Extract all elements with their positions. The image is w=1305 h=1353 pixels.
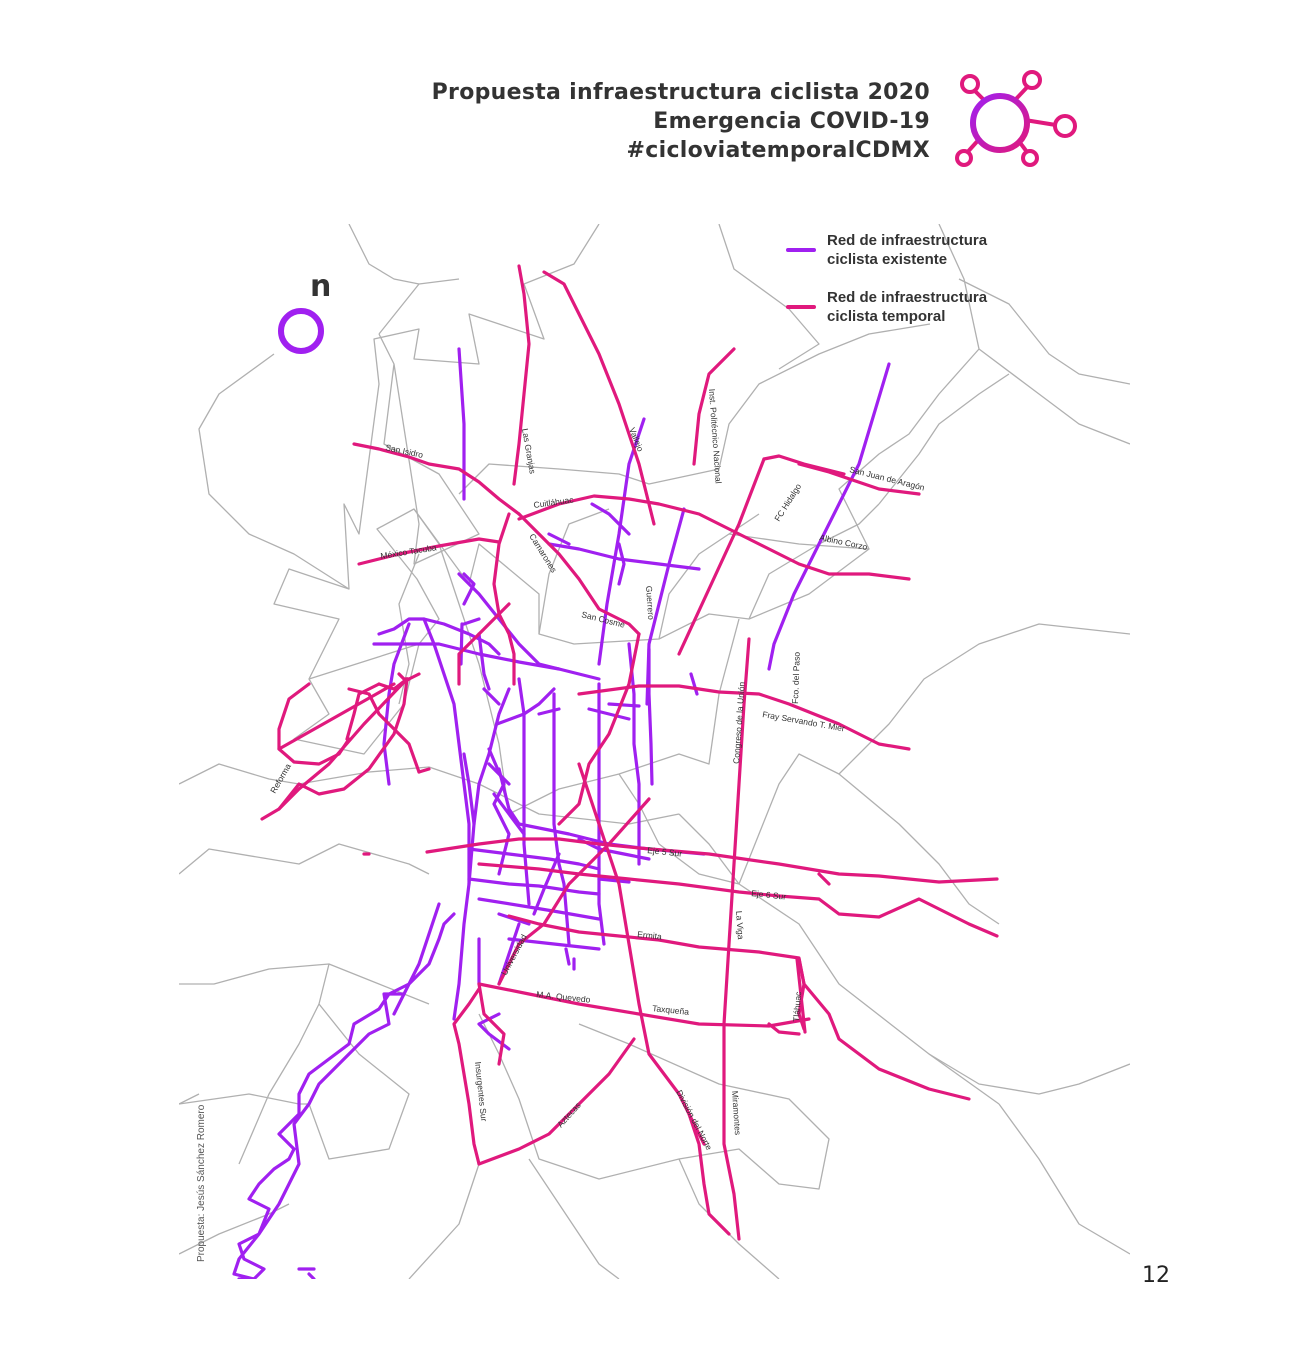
street-label: Eje 5 Sur (646, 845, 683, 859)
street-label: Aztecas (555, 1100, 583, 1130)
north-letter: n (310, 269, 332, 304)
temporary-route (764, 456, 844, 474)
street-label: Fray Servando T. Mier (761, 709, 846, 734)
street-label: San Isidro (384, 442, 425, 460)
existing-route (499, 769, 704, 854)
page-number: 12 (1142, 1263, 1170, 1288)
legend-swatch-temporary (786, 305, 816, 309)
street-label: Eje 6 Sur (750, 888, 787, 902)
street-label: Congreso de la Unión (731, 681, 747, 765)
existing-route (309, 1274, 314, 1279)
temporary-route (427, 839, 997, 882)
temporary-route (544, 272, 654, 524)
existing-route (459, 349, 464, 499)
existing-route (539, 709, 559, 714)
street-label: Tláhuac (791, 991, 804, 1023)
road-network (179, 224, 1130, 1279)
temporary-route (819, 874, 829, 884)
existing-route (549, 534, 569, 544)
street-label: Camarones (527, 531, 560, 575)
temporary-network (262, 266, 997, 1239)
temporary-route (479, 1039, 634, 1164)
street-label: San Cosme (580, 609, 627, 630)
bike-network-map (179, 224, 1130, 1279)
existing-route (589, 709, 629, 719)
street-label: FC Hidalgo (772, 481, 804, 524)
existing-route (469, 879, 599, 894)
street-label: M.A. Quevedo (535, 989, 591, 1005)
street-label: Albino Corzo (818, 532, 869, 553)
street-label: Reforma (268, 761, 294, 795)
street-label: Vallejo (627, 426, 646, 453)
temporary-route (479, 984, 504, 1064)
legend-label-temporary: Red de infraestructura ciclista temporal (827, 289, 988, 325)
existing-route (619, 544, 624, 584)
temporary-route (509, 916, 969, 1099)
existing-route (484, 689, 499, 704)
street-label: Inst. Politécnico Nacional (707, 388, 724, 484)
street-label: Ermita (636, 929, 663, 942)
street-label: División del Norte (674, 1088, 715, 1152)
legend-item-existing (786, 231, 1037, 269)
title-line-3: #cicloviatemporalCDMX (626, 138, 930, 163)
street-label: La Viga (734, 910, 746, 940)
existing-route (566, 949, 569, 964)
street-label: San Juan de Aragón (848, 464, 926, 493)
existing-route (769, 364, 889, 669)
north-arrow-icon (273, 278, 343, 358)
street-label: Cuitláhuac (532, 494, 575, 510)
title-line-1: Propuesta infraestructura ciclista 2020 (431, 80, 930, 105)
legend-item-temporary (786, 288, 1037, 326)
title-line-2: Emergencia COVID-19 (653, 109, 930, 134)
temporary-route (519, 496, 909, 579)
existing-route (394, 994, 404, 1014)
street-label: Las Granjas (520, 427, 538, 475)
map-legend (786, 231, 1037, 345)
virus-bike-network-icon (952, 68, 1080, 170)
legend-label-existing: Red de infraestructura ciclista existente (827, 232, 988, 268)
existing-route (691, 674, 697, 694)
title-block (432, 78, 930, 165)
temporary-route (679, 459, 764, 654)
temporary-route (419, 769, 429, 772)
street-label: Miramontes (730, 1090, 744, 1136)
author-credit: Propuesta: Jesús Sánchez Romero (196, 1104, 207, 1262)
existing-route (464, 619, 479, 624)
street-label: Insurgentes Sur (473, 1061, 490, 1122)
legend-swatch-existing (786, 248, 816, 252)
street-label: Fco. del Paso (790, 651, 802, 705)
existing-route (234, 904, 454, 1279)
map-canvas (179, 224, 1130, 1279)
street-label: México Tacuba (379, 542, 438, 561)
street-label: Taxqueña (651, 1003, 690, 1017)
temporary-route (409, 674, 419, 679)
existing-route (461, 624, 462, 664)
street-label: Guerrero (644, 585, 657, 621)
street-label: Universidad (498, 932, 529, 977)
temporary-route (479, 984, 809, 1026)
existing-route (609, 704, 639, 706)
existing-route (599, 684, 604, 944)
temporary-route (354, 444, 519, 514)
